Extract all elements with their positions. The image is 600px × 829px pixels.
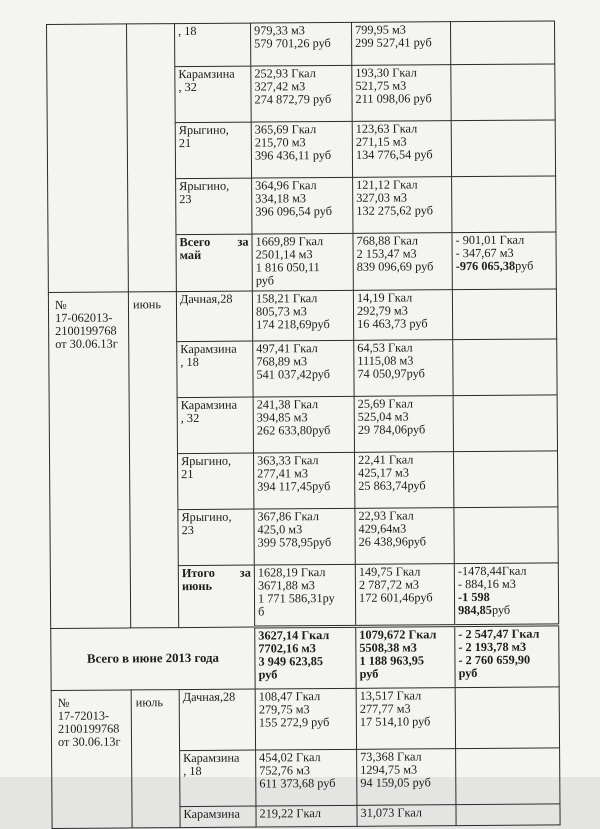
- value-line: 108,47 Гкал: [258, 689, 321, 704]
- contract-number-sign: №: [54, 297, 67, 312]
- contract-cell-may: [47, 24, 129, 293]
- difference-cell: [453, 451, 557, 508]
- value-line: 839 096,69 руб: [356, 259, 434, 274]
- contract-number: 17-72013-: [57, 708, 110, 723]
- total-value1-cell: [255, 626, 356, 689]
- value-line: 454,02 Гкал: [259, 750, 321, 765]
- table-row: [51, 687, 559, 752]
- difference-line: - 901,01 Гкал: [455, 232, 525, 248]
- value-line: 367,86 Гкал: [257, 509, 319, 524]
- value-line: 1 816 050,11: [255, 260, 320, 275]
- value-line: 155 272,9 руб: [258, 715, 330, 730]
- value-line: 1294,75 м3: [360, 762, 418, 777]
- value1-cell: [256, 805, 357, 827]
- value-line: 394 117,45руб: [257, 479, 331, 494]
- value-line: 497,41 Гкал: [256, 341, 318, 356]
- value-line: 279,75 м3: [258, 702, 310, 717]
- difference-line: [458, 603, 555, 617]
- value1-cell: [250, 22, 351, 66]
- value-line: 74 050,97руб: [357, 366, 425, 381]
- address-cell: [178, 509, 254, 566]
- value-line: 979,33 м3: [254, 23, 305, 38]
- value1-cell: [253, 340, 354, 397]
- value-line: б: [258, 604, 265, 619]
- value-line: 799,95 м3: [354, 22, 406, 37]
- value-line: 22,93 Гкал: [358, 508, 414, 523]
- value-line: 219,22 Гкал: [259, 806, 322, 821]
- value-line: руб: [359, 666, 379, 681]
- value-line: 363,33 Гкал: [257, 453, 319, 468]
- value2-cell: [357, 805, 456, 827]
- value-line: 7702,16 м3: [258, 641, 316, 656]
- contract-number-sign: №: [57, 695, 70, 710]
- difference-line: -1478,44Гкал: [457, 563, 527, 579]
- value-line: 425,17 м3: [358, 465, 410, 480]
- difference-line: - 2 193,78 м3: [458, 639, 527, 655]
- value-line: руб: [258, 667, 278, 682]
- table-row: [47, 21, 555, 68]
- value1-cell: [256, 749, 357, 806]
- address-line: Карамзина: [180, 397, 238, 413]
- month-cell-may: [127, 24, 177, 292]
- subtotal-month: июнь: [181, 578, 213, 594]
- difference-line: - 884,16 м3: [457, 576, 516, 592]
- value-line: 31,073 Гкал: [360, 805, 423, 820]
- value-line: 241,38 Гкал: [256, 397, 319, 412]
- address-line: , 18: [183, 763, 202, 779]
- value-line: 5508,38 м3: [359, 640, 417, 655]
- address-cell: [175, 23, 251, 67]
- address-line: , 32: [180, 410, 200, 426]
- value-line: 327,03 м3: [356, 190, 408, 205]
- address-line: Карамзина: [183, 806, 240, 822]
- value1-cell: [254, 452, 355, 509]
- month-label: июль: [135, 695, 164, 710]
- value-line: 2501,14 м3: [255, 247, 313, 262]
- difference-line: - 347,67 м3: [455, 245, 514, 261]
- total-label: Всего в июне 2013 года: [86, 650, 219, 666]
- value-line: 22,41 Гкал: [358, 452, 414, 467]
- value-line: 271,15 м3: [355, 134, 407, 149]
- value1-cell: [254, 508, 355, 565]
- value-line: 1628,19 Гкал: [257, 565, 326, 580]
- value-line: 25 863,74руб: [358, 478, 426, 493]
- value-line: 252,93 Гкал: [254, 66, 316, 81]
- value-line: 94 159,05 руб: [360, 775, 431, 790]
- subtotal-word: Итого: [181, 565, 215, 581]
- address-line: 23: [179, 191, 192, 207]
- value-line: 1115,08 м3: [357, 353, 414, 368]
- difference-cell: [451, 120, 555, 177]
- total-value2-cell: [356, 626, 455, 689]
- difference-line: - 2 547,47 Гкал: [458, 626, 540, 642]
- value-line: 172 601,46руб: [358, 590, 433, 605]
- value-line: 1 188 963,95: [359, 653, 425, 668]
- month-cell-july: [131, 690, 180, 828]
- value1-cell: [251, 65, 352, 122]
- value-line: 525,04 м3: [357, 409, 409, 424]
- value2-cell: [355, 508, 454, 565]
- difference-line: - 2 760 659,90: [458, 652, 531, 668]
- difference-cell: [456, 804, 560, 826]
- subtotal-word: за: [237, 234, 249, 249]
- value-line: 768,88 Гкал: [356, 233, 419, 248]
- difference-amount: -976 065,38: [455, 258, 516, 274]
- address-cell: [176, 178, 252, 235]
- address-line: , 32: [178, 79, 197, 95]
- value-line: 396 096,54 руб: [255, 204, 333, 219]
- value-line: 334,18 м3: [255, 191, 307, 206]
- value2-cell: [357, 749, 456, 806]
- difference-cell: [450, 21, 554, 65]
- difference-cell: [455, 687, 559, 749]
- difference-amount: 984,85: [458, 602, 492, 618]
- contract-number: 17-062013-: [55, 310, 113, 325]
- table-row-total: [51, 625, 559, 691]
- difference-cell: [453, 395, 557, 452]
- value-line: 73,368 Гкал: [360, 749, 422, 764]
- address-line: Ярыгино,: [178, 122, 229, 138]
- value-line: 399 578,95руб: [257, 535, 332, 550]
- value-line: 29 784,06руб: [357, 422, 426, 437]
- value2-cell: [354, 340, 453, 397]
- value-line: 425,0 м3: [257, 522, 303, 537]
- value-line: 3 949 623,85: [258, 654, 324, 669]
- subtotal-label-cell: [176, 234, 252, 292]
- value2-cell: [353, 290, 452, 341]
- address-cell: [176, 291, 252, 342]
- value1-cell: [254, 564, 355, 627]
- address-cell: [177, 341, 253, 398]
- value-line: 17 514,10 руб: [359, 714, 431, 729]
- address-line: Карамзина: [180, 341, 237, 357]
- address-line: Ярыгино,: [181, 453, 232, 469]
- value-line: 396 436,11 руб: [254, 148, 332, 163]
- value-line: 429,64м3: [358, 521, 407, 536]
- value1-cell: [253, 396, 354, 453]
- value-line: 3627,14 Гкал: [258, 628, 330, 643]
- total-difference-cell: [455, 625, 559, 688]
- value-line: 277,41 м3: [257, 466, 309, 481]
- difference-amount: -1 598: [457, 589, 490, 605]
- value-line: руб: [255, 273, 275, 288]
- subtotal-label-cell: [178, 565, 254, 628]
- value-line: 274 872,79 руб: [254, 92, 332, 107]
- address-line: Карамзина: [183, 750, 240, 766]
- difference-line: руб: [458, 666, 478, 681]
- difference-cell: [452, 176, 556, 233]
- difference-cell: [452, 232, 556, 290]
- value-line: 121,12 Гкал: [356, 177, 418, 192]
- value-line: 365,69 Гкал: [254, 122, 317, 137]
- value-line: 215,70 м3: [254, 135, 306, 150]
- value2-cell: [352, 121, 451, 178]
- subtotal-word: Всего: [179, 234, 211, 250]
- value-line: 768,89 м3: [256, 354, 308, 369]
- value2-cell: [356, 688, 455, 750]
- value-line: 132 275,62 руб: [356, 203, 433, 218]
- value1-cell: [252, 290, 353, 341]
- value-line: 611 373,68 руб: [259, 775, 336, 791]
- month-cell-june: [128, 292, 178, 628]
- value-line: 193,30 Гкал: [355, 65, 417, 80]
- address-line: Дачная,28: [182, 689, 236, 705]
- address-line: 21: [178, 135, 192, 151]
- difference-cell: [451, 64, 555, 121]
- address-cell: [177, 397, 253, 454]
- value2-cell: [354, 396, 453, 453]
- value-line: 1 771 586,31ру: [257, 590, 335, 606]
- contract-date: от 30.06.13г: [57, 734, 121, 749]
- value-line: 541 037,42руб: [256, 367, 331, 382]
- heat-consumption-table: [46, 20, 561, 829]
- address-line: Ярыгино,: [181, 509, 232, 525]
- value-line: 26 438,96руб: [358, 534, 427, 549]
- contract-cell-june: [48, 292, 130, 629]
- difference-cell: [452, 289, 556, 340]
- value-line: 123,63 Гкал: [355, 121, 418, 136]
- month-label: июнь: [132, 297, 161, 312]
- value1-cell: [252, 177, 353, 234]
- value-line: 149,75 Гкал: [358, 564, 421, 579]
- total-label-cell: [51, 627, 255, 690]
- contract-number: 2100199768: [55, 323, 117, 338]
- contract-number: 2100199768: [57, 721, 120, 736]
- difference-unit: руб: [515, 258, 534, 273]
- address-line: 23: [181, 522, 194, 538]
- value-line: 3671,88 м3: [257, 578, 315, 593]
- value-line: 158,21 Гкал: [255, 291, 318, 306]
- value-line: 64,53 Гкал: [357, 340, 413, 355]
- value2-cell: [354, 452, 453, 509]
- value1-cell: [252, 233, 353, 291]
- value-line: 14,19 Гкал: [356, 290, 413, 305]
- value-line: 364,96 Гкал: [255, 178, 317, 193]
- value-line: 211 098,06 руб: [355, 91, 432, 106]
- address-line: Ярыгино,: [179, 178, 230, 194]
- contract-cell-july: [51, 690, 132, 829]
- value1-cell: [251, 121, 352, 178]
- address-cell: [178, 453, 254, 510]
- contract-date: от 30.06.13г: [55, 336, 118, 351]
- value-line: 25,69 Гкал: [357, 396, 414, 411]
- value-line: 579 701,26 руб: [254, 36, 331, 51]
- value-line: 13,517 Гкал: [359, 688, 422, 703]
- value-line: 299 527,41 руб: [355, 35, 432, 50]
- value-line: 1079,672 Гкал: [359, 627, 437, 642]
- value-line: 327,42 м3: [254, 79, 306, 94]
- document-sheet: [46, 20, 560, 829]
- address-cell: [179, 689, 255, 751]
- value-line: 277,77 м3: [359, 701, 411, 716]
- address-line: Дачная,28: [179, 291, 233, 307]
- address-cell: [180, 750, 256, 807]
- value2-cell: [351, 22, 450, 66]
- value2-cell: [353, 233, 452, 291]
- value2-cell: [353, 177, 452, 234]
- value1-cell: [255, 688, 356, 750]
- difference-cell: [454, 507, 558, 564]
- difference-cell: [456, 748, 560, 805]
- address-line: , 18: [180, 354, 199, 370]
- address-line: , 18: [178, 23, 197, 39]
- address-cell: [180, 806, 256, 828]
- address-cell: [175, 66, 251, 123]
- difference-cell: [454, 563, 558, 626]
- value-line: 134 776,54 руб: [355, 147, 433, 162]
- value-line: 1669,89 Гкал: [255, 234, 324, 249]
- subtotal-word: за: [239, 565, 251, 580]
- table-row: [48, 289, 556, 343]
- address-line: 21: [181, 466, 194, 482]
- value-line: 2 153,47 м3: [356, 246, 417, 261]
- difference-cell: [453, 339, 557, 396]
- value2-cell: [352, 65, 451, 122]
- value-line: 16 463,73 руб: [357, 316, 428, 331]
- value-line: 292,79 м3: [356, 303, 408, 318]
- value-line: 2 787,72 м3: [358, 577, 420, 592]
- value-line: 394,85 м3: [256, 410, 308, 425]
- value-line: 174 218,69руб: [256, 317, 330, 332]
- value-line: 752,76 м3: [259, 763, 311, 778]
- difference-line: [456, 259, 553, 273]
- address-line: Карамзина: [178, 66, 235, 82]
- subtotal-month: май: [179, 247, 202, 263]
- difference-unit: руб: [491, 602, 511, 617]
- address-cell: [175, 122, 251, 179]
- value-line: 521,75 м3: [355, 78, 407, 93]
- value2-cell: [355, 564, 454, 627]
- value-line: 262 633,80руб: [256, 423, 331, 438]
- value-line: 805,73 м3: [255, 304, 307, 319]
